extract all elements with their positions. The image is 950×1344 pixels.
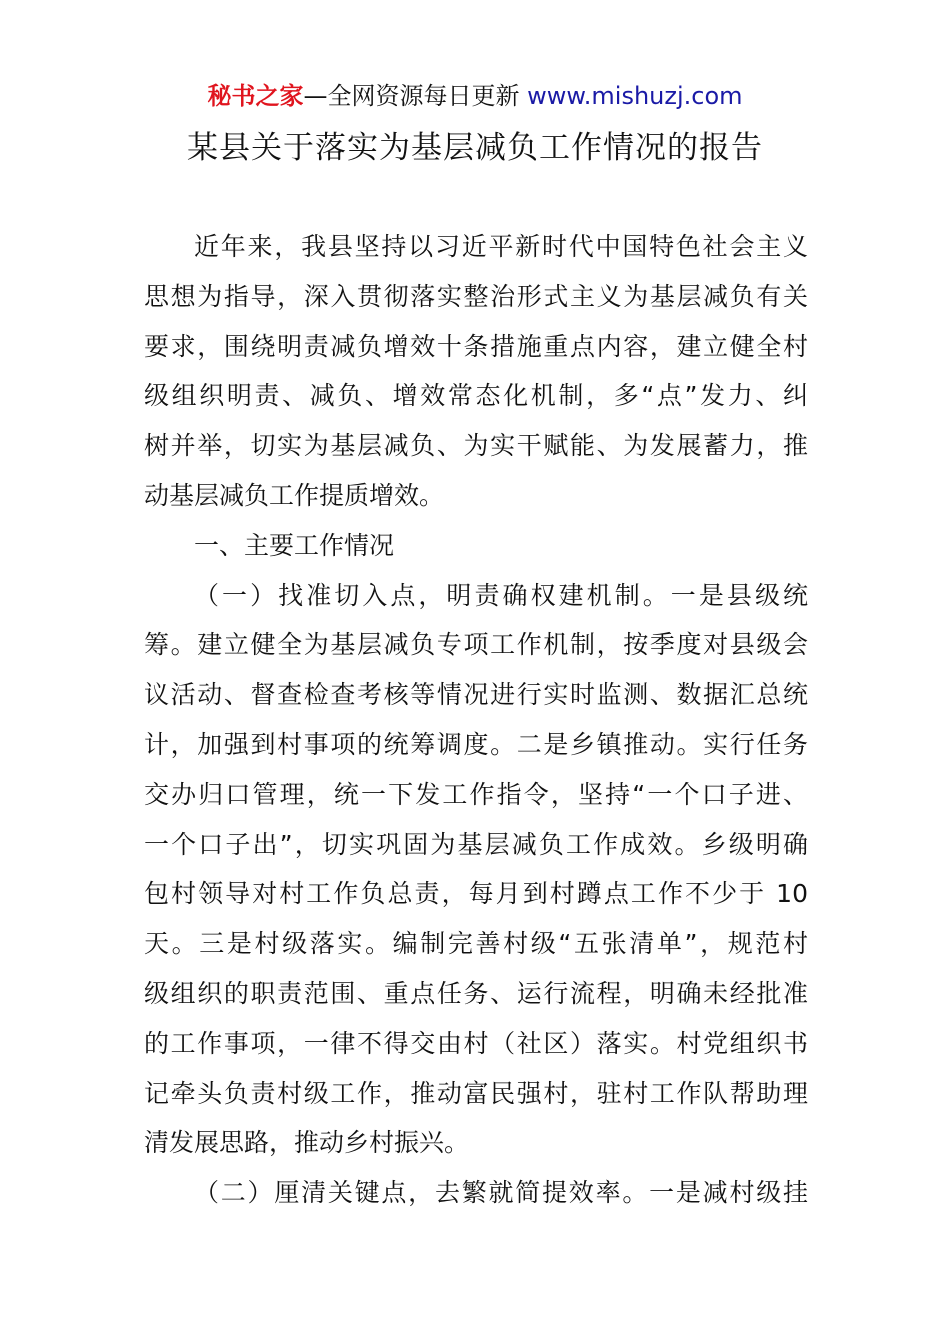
brand-name: 秘书之家 <box>207 82 304 110</box>
text-line: （二）厘清关键点，去繁就简提效率。一是减村级挂 <box>194 1178 808 1208</box>
text-line: 级组织明责、减负、增效常态化机制，多“点”发力、纠 <box>144 381 808 411</box>
text-line: 思想为指导，深入贯彻落实整治形式主义为基层减负有关 <box>144 281 808 311</box>
document-body <box>144 222 808 1218</box>
text-line: 动基层减负工作提质增效。 <box>144 480 445 510</box>
text-line: 记牵头负责村级工作，推动富民强村，驻村工作队帮助理 <box>144 1078 808 1108</box>
page-header <box>0 80 950 112</box>
text-line: 计，加强到村事项的统筹调度。二是乡镇推动。实行任务 <box>144 729 808 759</box>
text-line: 天。三是村级落实。编制完善村级“五张清单”，规范村 <box>144 929 808 959</box>
text-line: 清发展思路，推动乡村振兴。 <box>144 1128 470 1158</box>
document-title: 某县关于落实为基层减负工作情况的报告 <box>187 130 763 166</box>
text-line: 交办归口管理，统一下发工作指令，坚持“一个口子进、 <box>144 779 808 809</box>
text-line: 包村领导对村工作负总责，每月到村蹲点工作不少于 10 <box>144 879 808 909</box>
text-line: 一、主要工作情况 <box>194 530 395 560</box>
text-line: 树并举，切实为基层减负、为实干赋能、为发展蓄力，推 <box>144 431 808 461</box>
site-url-link[interactable]: www.mishuzj.com <box>527 82 743 110</box>
text-line: 级组织的职责范围、重点任务、运行流程，明确未经批准 <box>144 978 808 1008</box>
text-line: 筹。建立健全为基层减负专项工作机制，按季度对县级会 <box>144 630 808 660</box>
text-line: 议活动、督查检查考核等情况进行实时监测、数据汇总统 <box>144 680 808 710</box>
text-line: 要求，围绕明责减负增效十条措施重点内容，建立健全村 <box>144 331 808 361</box>
text-line: 的工作事项，一律不得交由村（社区）落实。村党组织书 <box>144 1028 808 1058</box>
text-line: 近年来，我县坚持以习近平新时代中国特色社会主义 <box>194 232 808 261</box>
header-tagline: —全网资源每日更新 <box>303 82 520 110</box>
text-line: （一）找准切入点，明责确权建机制。一是县级统 <box>194 580 808 610</box>
text-line: 一个口子出”，切实巩固为基层减负工作成效。乡级明确 <box>144 829 808 859</box>
